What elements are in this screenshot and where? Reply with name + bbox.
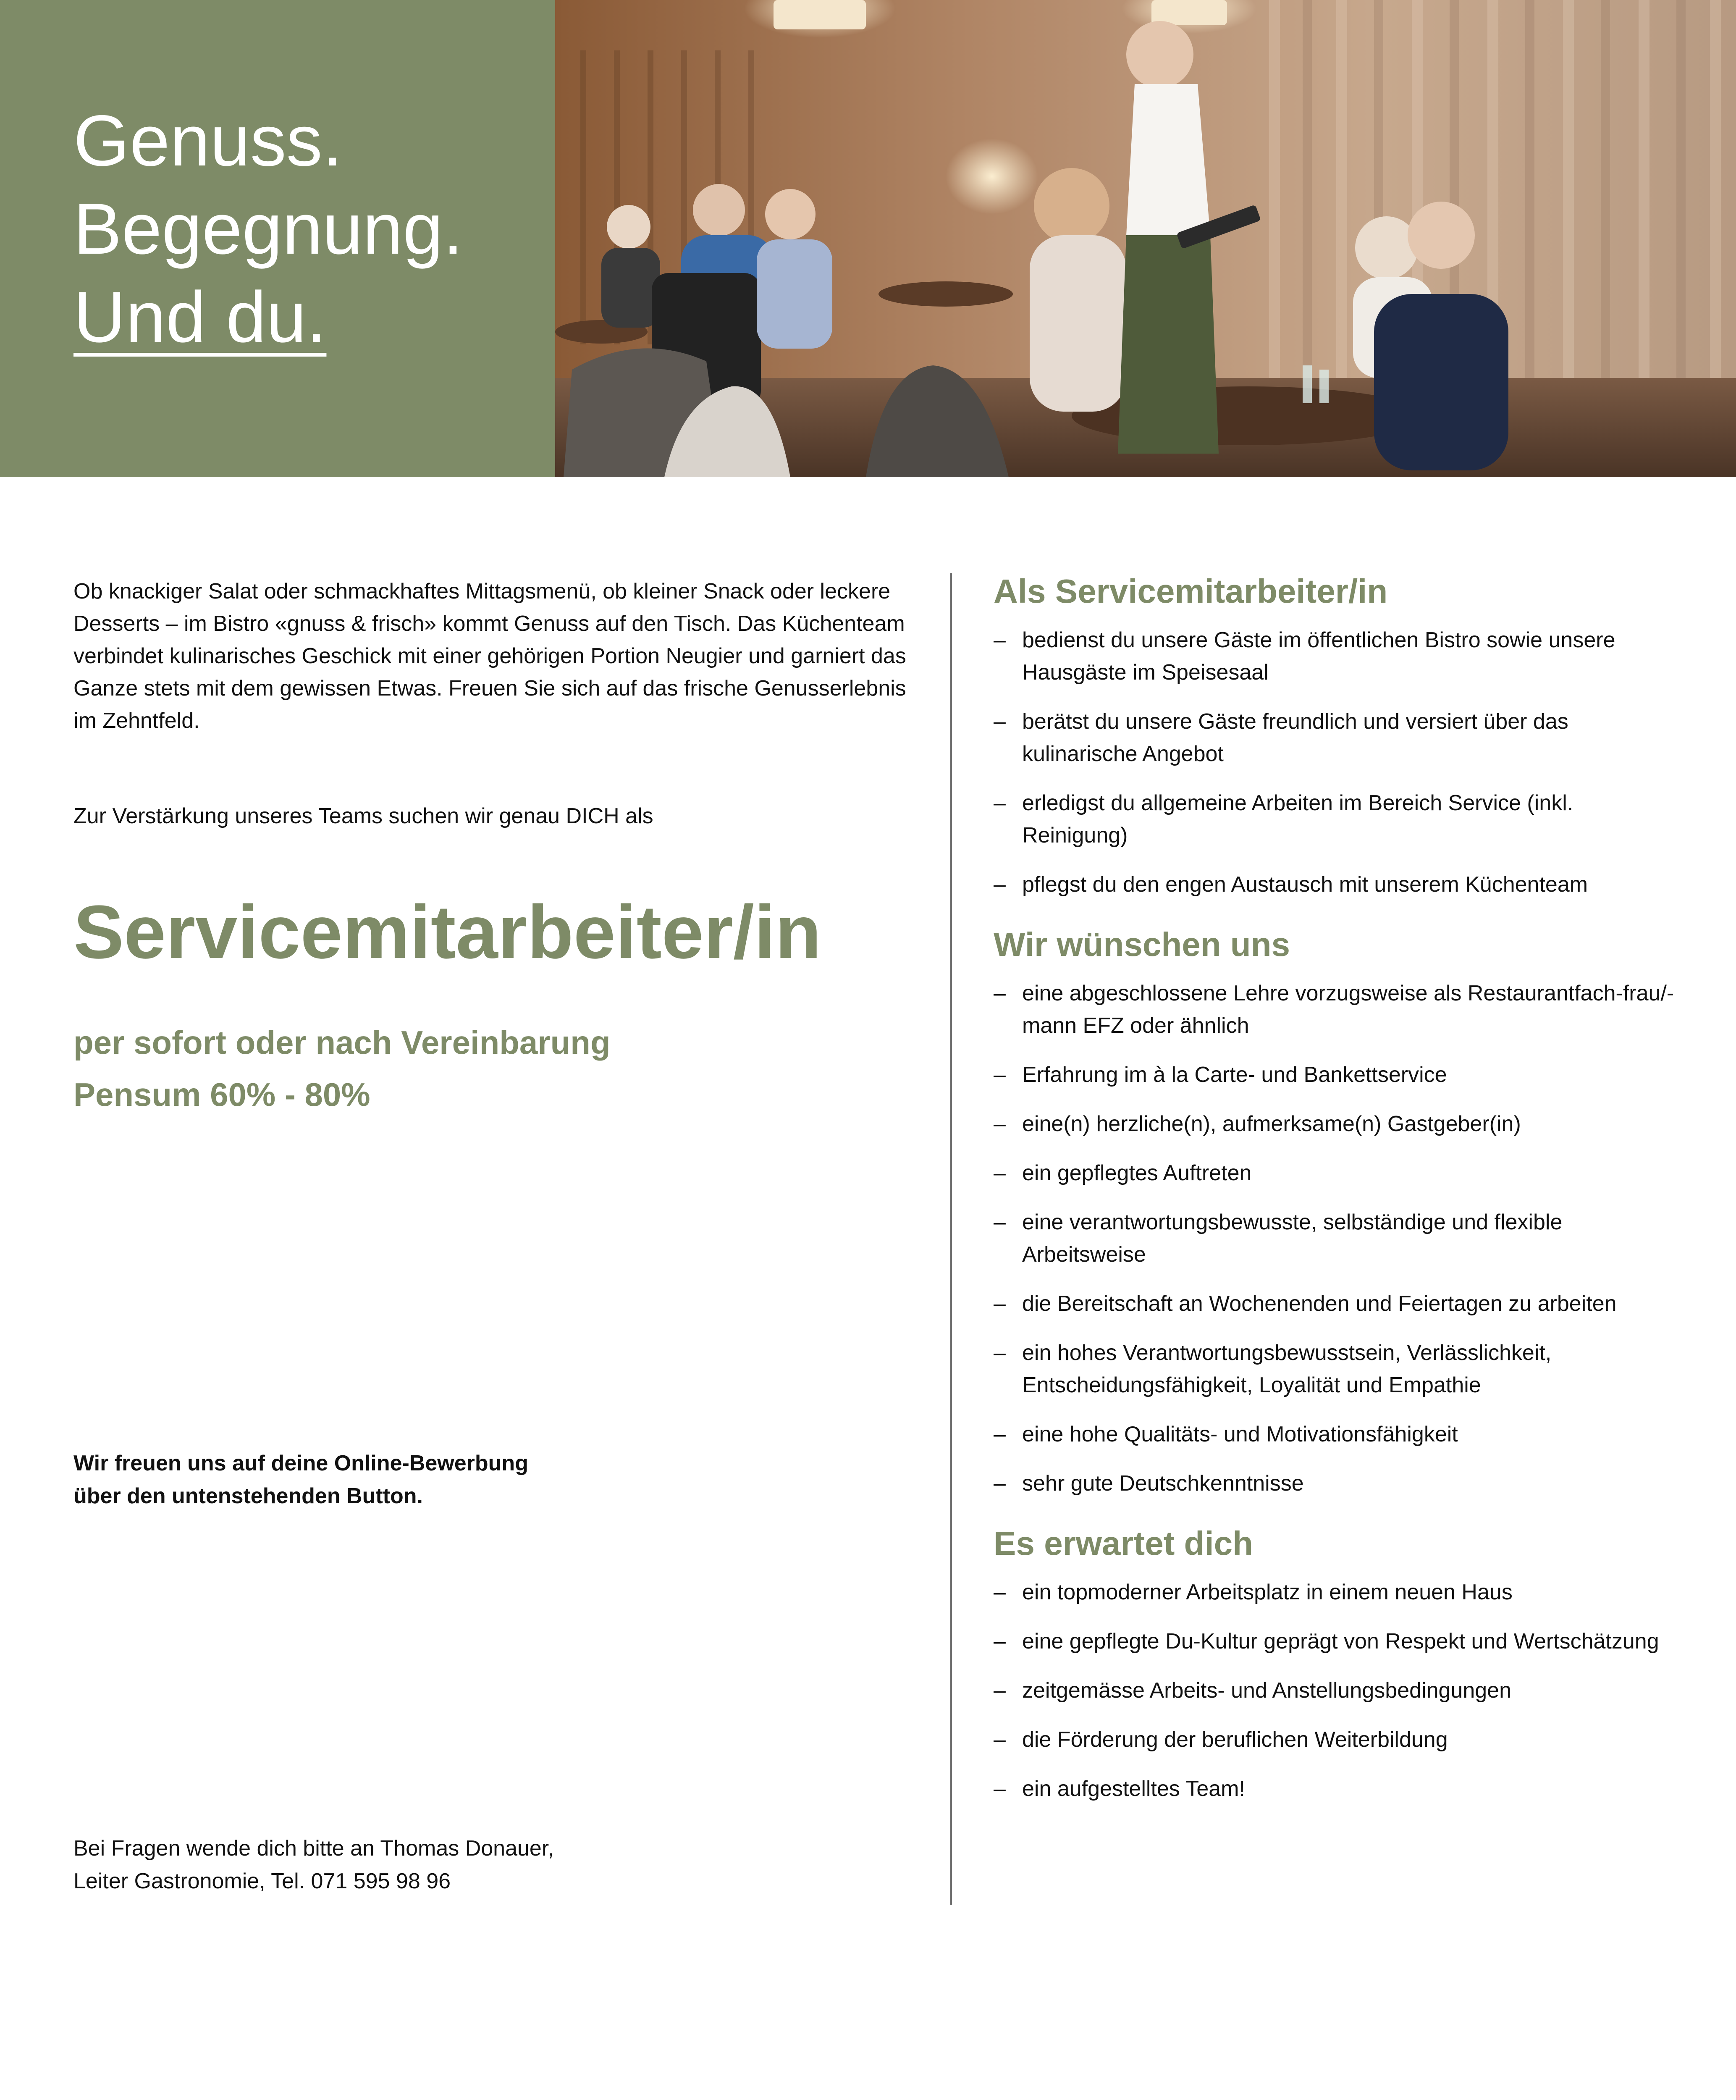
list-item-text: pflegst du den engen Austausch mit unserem Küchenteam: [1022, 872, 1588, 897]
list-item: [994, 1157, 1682, 1189]
dash-bullet: –: [994, 1112, 1006, 1136]
list-item: [994, 1773, 1682, 1805]
hero-photo-bistro: [555, 0, 1736, 477]
dash-bullet: –: [994, 1161, 1006, 1185]
dash-bullet: –: [994, 1629, 1006, 1654]
apply-line: Wir freuen uns auf deine Online-Bewerbung: [73, 1451, 528, 1475]
dash-bullet: –: [994, 1341, 1006, 1365]
team-line: Zur Verstärkung unseres Teams suchen wir genau DICH als: [73, 804, 653, 828]
list-item: [994, 1675, 1682, 1707]
hero-line-underlined: Und du.: [73, 277, 327, 357]
section-benefits: [994, 1522, 1682, 1805]
list-item: [994, 1576, 1682, 1609]
dash-bullet: –: [994, 628, 1006, 652]
intro-paragraph: Ob knackiger Salat oder schmackhaftes Mittagsmenü, ob kleiner Snack oder leckere Desserts – im Bistro «gnuss & frisch» kommt Genuss auf den Tisch. Das Küchenteam verbindet kulinarisches Geschick mit einer gehörigen Portion Neugier und garniert das Ganze stets mit dem gewissen Etwas. Freuen Sie sich auf das frische Genusserlebnis im Zehntfeld.: [73, 579, 906, 733]
list-item: [994, 1059, 1682, 1091]
list-item-text: erledigst du allgemeine Arbeiten im Bereich Service (inkl. Reinigung): [1022, 791, 1573, 848]
hero-headline: [73, 97, 463, 361]
dash-bullet: –: [994, 1727, 1006, 1752]
list-item: [994, 1206, 1682, 1271]
list-item: [994, 977, 1682, 1042]
list-item: [994, 1625, 1682, 1658]
job-conditions: [73, 1016, 611, 1121]
list-item-text: eine verantwortungsbewusste, selbständige und flexible Arbeitsweise: [1022, 1210, 1563, 1267]
benefits-list: [994, 1576, 1682, 1805]
list-item-text: ein hohes Verantwortungsbewusstsein, Verlässlichkeit, Entscheidungsfähigkeit, Loyalität und Empathie: [1022, 1341, 1552, 1397]
contact-info: [73, 1832, 554, 1898]
dash-bullet: –: [994, 981, 1006, 1005]
list-item-text: sehr gute Deutschkenntnisse: [1022, 1471, 1304, 1496]
dash-bullet: –: [994, 872, 1006, 897]
dash-bullet: –: [994, 1678, 1006, 1703]
contact-line: Bei Fragen wende dich bitte an Thomas Donauer,: [73, 1836, 554, 1861]
list-item-text: zeitgemässe Arbeits- und Anstellungsbedingungen: [1022, 1678, 1512, 1703]
list-item-text: Erfahrung im à la Carte- und Bankettservice: [1022, 1063, 1447, 1087]
apply-note: [73, 1447, 528, 1512]
column-divider: [950, 573, 952, 1905]
list-item-text: eine hohe Qualitäts- und Motivationsfähigkeit: [1022, 1422, 1458, 1446]
list-item: [994, 706, 1682, 770]
duties-list: [994, 624, 1682, 901]
section-heading: Wir wünschen uns: [994, 926, 1290, 963]
dash-bullet: –: [994, 1422, 1006, 1446]
dash-bullet: –: [994, 1580, 1006, 1604]
dash-bullet: –: [994, 791, 1006, 815]
hero-banner: [0, 0, 1736, 477]
requirements-list: [994, 977, 1682, 1500]
dash-bullet: –: [994, 1292, 1006, 1316]
list-item: [994, 787, 1682, 852]
list-item: [994, 624, 1682, 689]
contact-line: Leiter Gastronomie, Tel. 071 595 98 96: [73, 1869, 451, 1893]
list-item: [994, 1288, 1682, 1320]
dash-bullet: –: [994, 1777, 1006, 1801]
section-requirements: [994, 924, 1682, 1500]
dash-bullet: –: [994, 709, 1006, 734]
list-item-text: berätst du unsere Gäste freundlich und versiert über das kulinarische Angebot: [1022, 709, 1568, 766]
dash-bullet: –: [994, 1210, 1006, 1234]
hero-headline-panel: [0, 0, 555, 477]
hero-line: Genuss.: [73, 100, 343, 181]
list-item-text: ein topmoderner Arbeitsplatz in einem neuen Haus: [1022, 1580, 1513, 1604]
job-workload: Pensum 60% - 80%: [73, 1076, 370, 1113]
list-item-text: ein aufgestelltes Team!: [1022, 1777, 1245, 1801]
list-item-text: ein gepflegtes Auftreten: [1022, 1161, 1252, 1185]
list-item: [994, 1724, 1682, 1756]
list-item-text: eine abgeschlossene Lehre vorzugsweise als Restaurantfach-frau/-mann EFZ oder ähnlich: [1022, 981, 1674, 1038]
list-item-text: bedienst du unsere Gäste im öffentlichen Bistro sowie unsere Hausgäste im Speisesaal: [1022, 628, 1615, 685]
dash-bullet: –: [994, 1471, 1006, 1496]
dash-bullet: –: [994, 1063, 1006, 1087]
section-heading: Es erwartet dich: [994, 1525, 1253, 1562]
list-item: [994, 1337, 1682, 1402]
list-item-text: eine gepflegte Du-Kultur geprägt von Respekt und Wertschätzung: [1022, 1629, 1659, 1654]
section-heading: Als Servicemitarbeiter/in: [994, 572, 1388, 610]
list-item: [994, 1108, 1682, 1140]
job-title: Servicemitarbeiter/in: [73, 890, 821, 974]
job-start: per sofort oder nach Vereinbarung: [73, 1024, 611, 1061]
list-item: [994, 869, 1682, 901]
list-item: [994, 1418, 1682, 1451]
list-item-text: eine(n) herzliche(n), aufmerksame(n) Gastgeber(in): [1022, 1112, 1521, 1136]
section-duties: [994, 570, 1682, 901]
list-item-text: die Bereitschaft an Wochenenden und Feiertagen zu arbeiten: [1022, 1292, 1617, 1316]
list-item-text: die Förderung der beruflichen Weiterbildung: [1022, 1727, 1448, 1752]
right-column: [994, 570, 1682, 1828]
apply-line: über den untenstehenden Button.: [73, 1484, 423, 1508]
list-item: [994, 1467, 1682, 1500]
hero-line: Begegnung.: [73, 189, 463, 269]
